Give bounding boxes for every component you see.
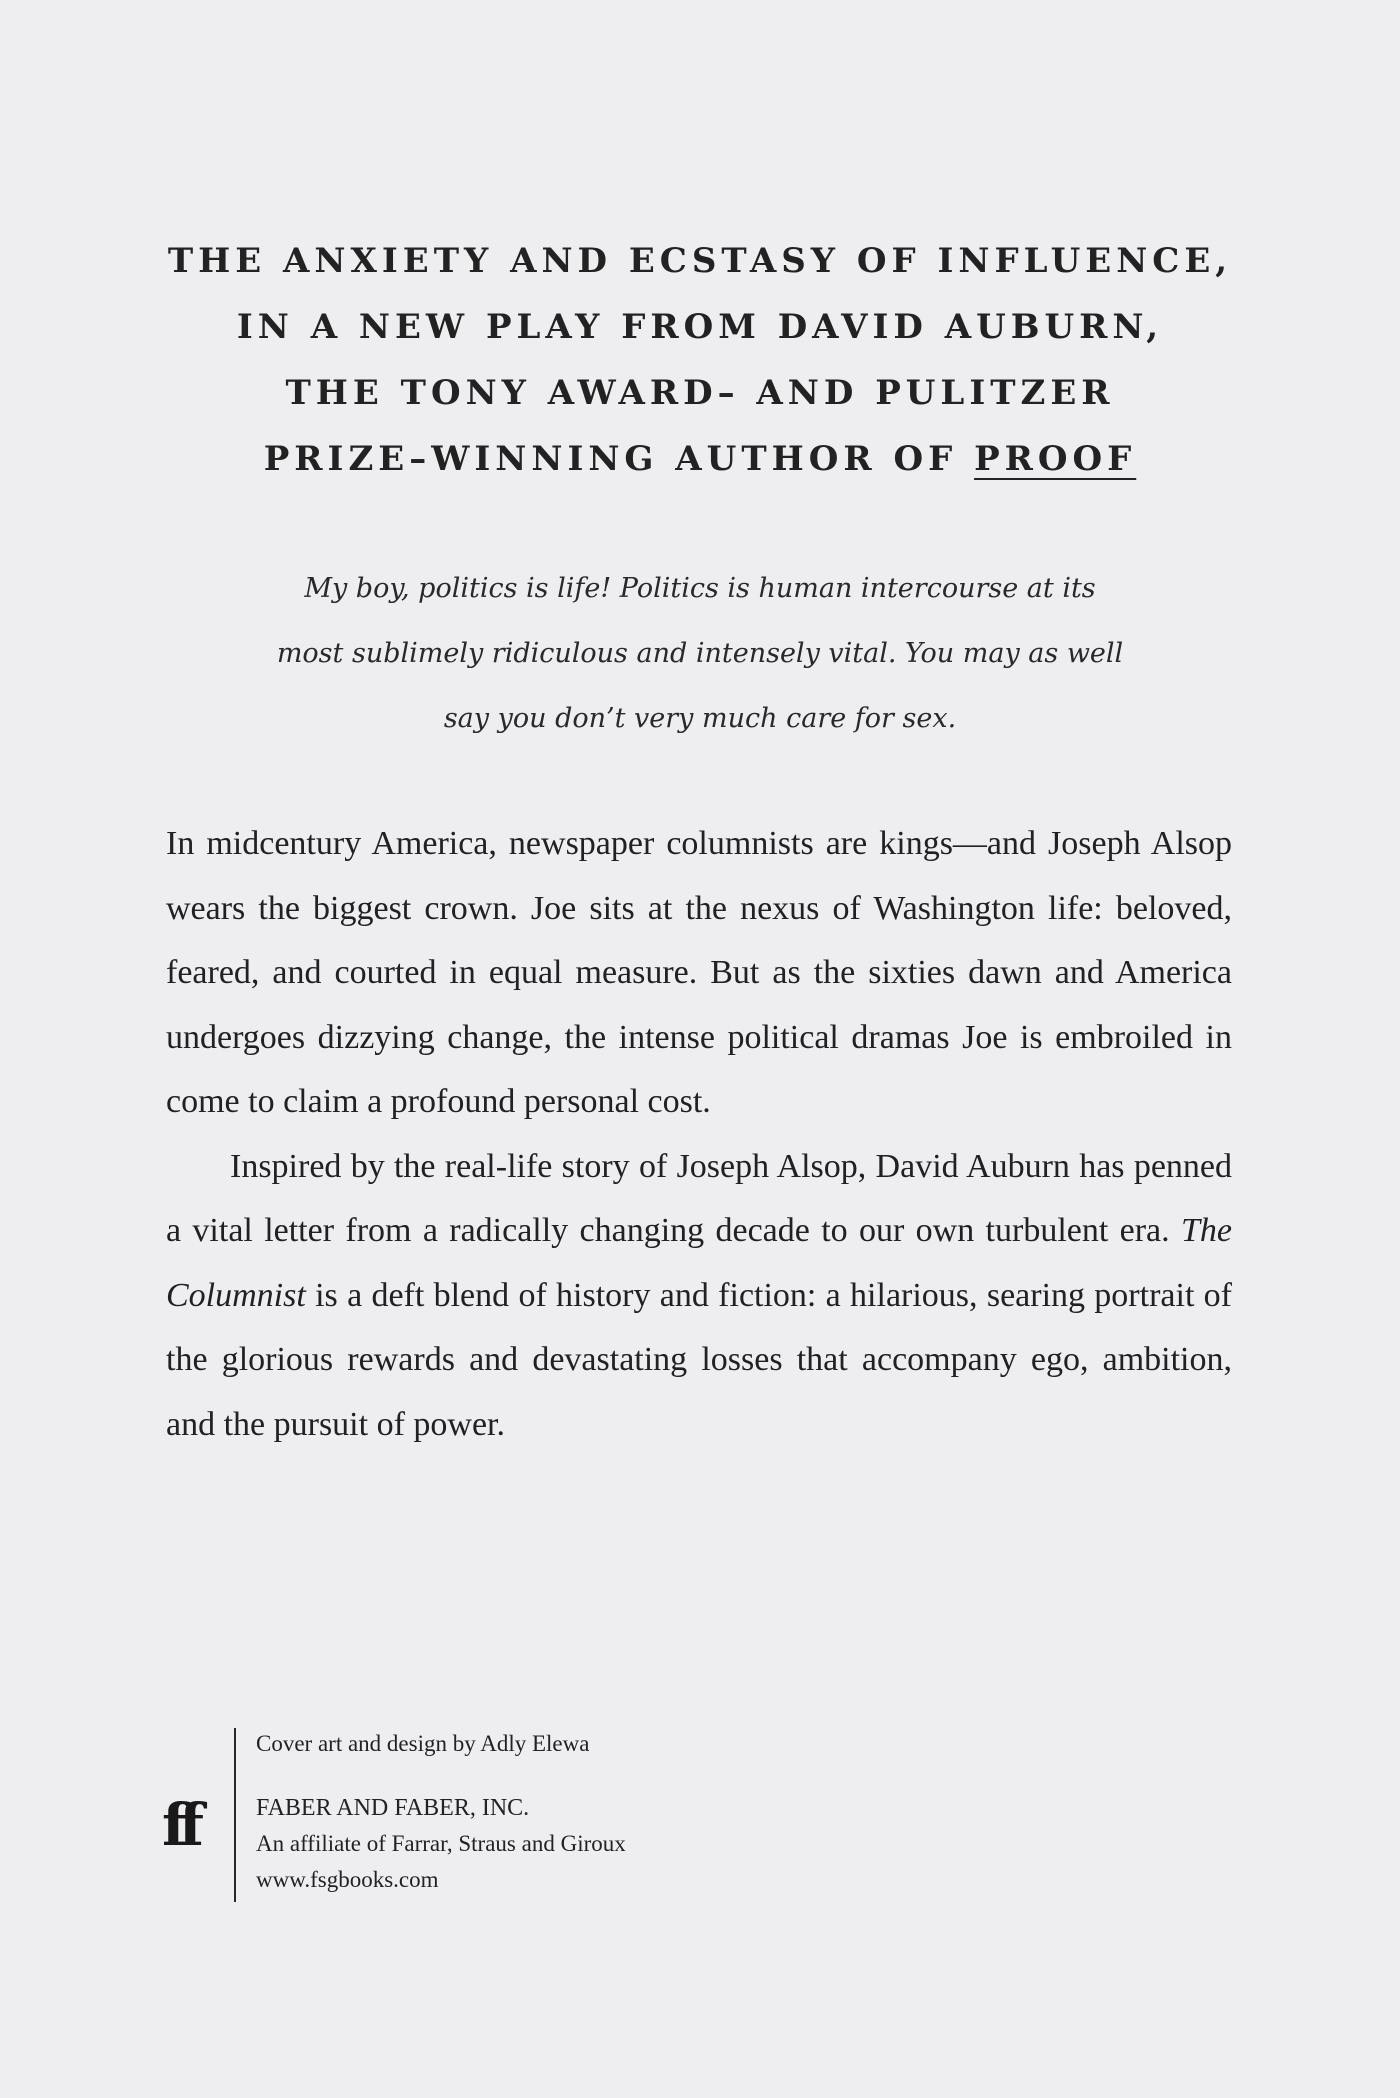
- headline-line: IN A NEW PLAY FROM DAVID AUBURN,: [236, 307, 1164, 347]
- book-title: The Columnist: [166, 1212, 1232, 1314]
- description-paragraph-2: [166, 1135, 1232, 1458]
- quote-line: My boy, politics is life! Politics is human intercourse at its: [304, 573, 1096, 604]
- epigraph-quote: [0, 556, 1400, 751]
- proof-title: PROOF: [974, 439, 1137, 479]
- quote-line: say you don’t very much care for sex.: [443, 703, 957, 734]
- headline-line: THE ANXIETY AND ECSTASY OF INFLUENCE,: [167, 241, 1233, 281]
- headline-line: THE TONY AWARD– AND PULITZER: [285, 373, 1115, 413]
- publisher-affiliate: An affiliate of Farrar, Straus and Giroux: [256, 1831, 626, 1856]
- footer-text: [256, 1726, 626, 1898]
- publisher-footer: [160, 1726, 760, 1902]
- headline-line: [0, 426, 1400, 492]
- headline-line-prefix: PRIZE–WINNING AUTHOR OF: [263, 439, 975, 479]
- publisher-website: www.fsgbooks.com: [256, 1867, 439, 1892]
- publisher-name: FABER AND FABER, INC.: [256, 1795, 530, 1821]
- headline: [0, 228, 1400, 492]
- quote-line: most sublimely ridiculous and intensely vital. You may as well: [276, 638, 1124, 669]
- paragraph-2-end: is a deft blend of history and fiction: a hilarious, searing portrait of the glorious rewards and devastating losses that accompany ego, ambition, and the pursuit of power.: [166, 1276, 1232, 1443]
- paragraph-2-start: Inspired by the real-life story of Joseph Alsop, David Auburn has penned a vital letter from a radically changing decade to our own turbulent era.: [166, 1147, 1232, 1249]
- description-paragraph-1: In midcentury America, newspaper columnists are kings—and Joseph Alsop wears the biggest crown. Joe sits at the nexus of Washington life: beloved, feared, and courted in equal measure. But as the sixties dawn and America undergoes dizzying change, the intense political dramas Joe is embroiled in come to claim a profound personal cost.: [166, 825, 1232, 1120]
- faber-logo: ff: [162, 1791, 196, 1859]
- description: [166, 812, 1232, 1457]
- cover-credit: Cover art and design by Adly Elewa: [256, 1731, 590, 1756]
- footer-divider: [234, 1728, 236, 1902]
